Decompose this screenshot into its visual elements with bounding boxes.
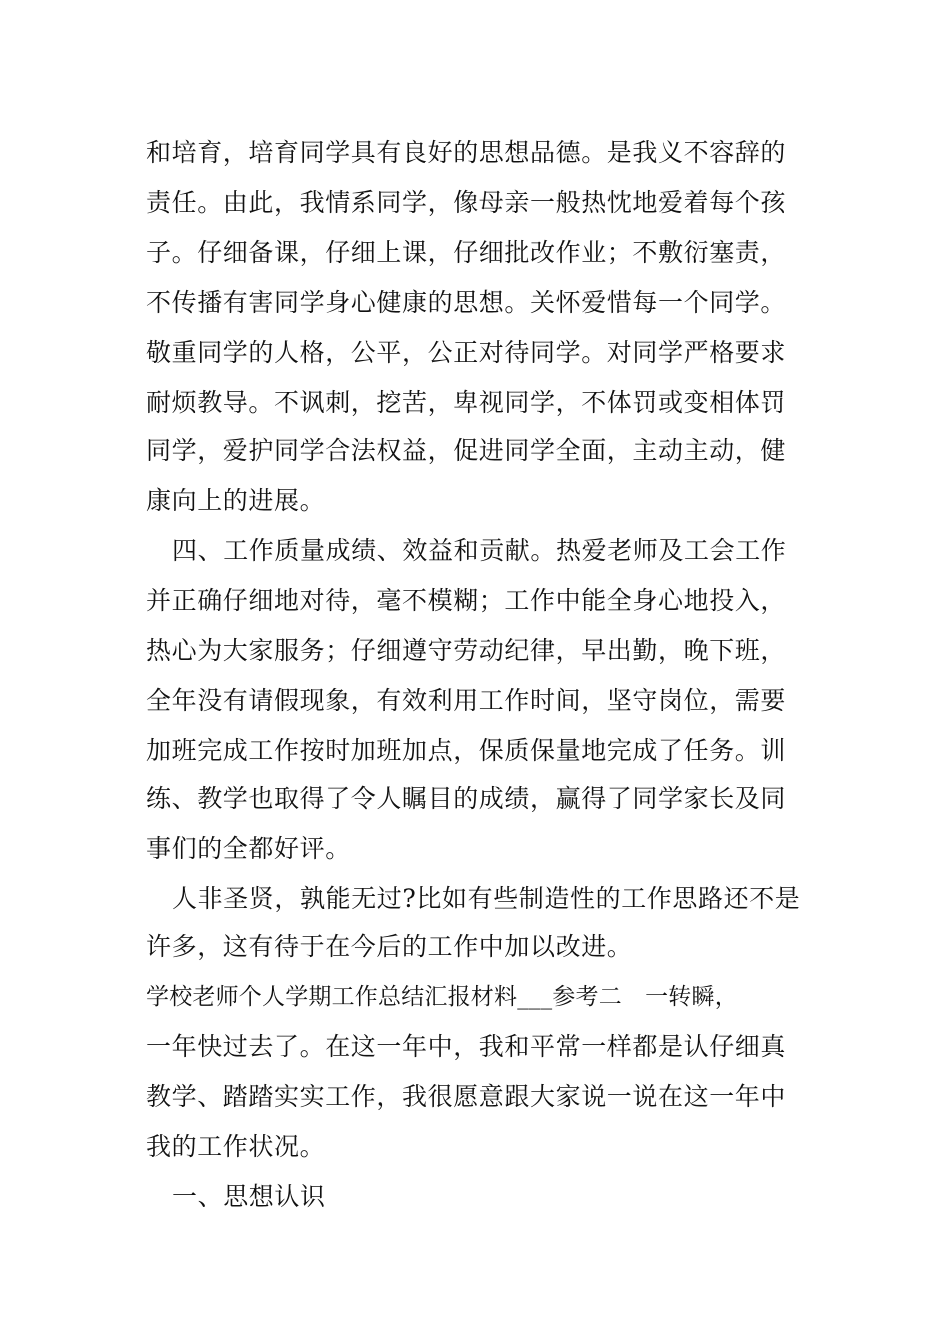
section-four-line: 四、工作质量成绩、效益和贡献。热爱老师及工会工作 <box>172 536 787 565</box>
paragraph-line: 热心为大家服务；仔细遵守劳动纪律，早出勤，晚下班， <box>146 636 787 665</box>
paragraph-line: 人非圣贤，孰能无过?比如有些制造性的工作思路还不是 <box>172 884 801 913</box>
paragraph-line: 并正确仔细地对待，毫不模糊；工作中能全身心地投入， <box>146 586 787 615</box>
paragraph-line: 一年快过去了。在这一年中，我和平常一样都是认仔细真 <box>146 1032 787 1061</box>
paragraph-line: 耐烦教导。不讽刺，挖苦，卑视同学，不体罚或变相体罚 <box>146 388 787 417</box>
paragraph-line: 全年没有请假现象，有效利用工作时间，坚守岗位，需要 <box>146 686 787 715</box>
paragraph-line: 许多，这有待于在今后的工作中加以改进。 <box>146 932 633 961</box>
paragraph-line: 康向上的进展。 <box>146 486 326 515</box>
paragraph-line: 加班完成工作按时加班加点，保质保量地完成了任务。训 <box>146 736 787 765</box>
paragraph-line: 不传播有害同学身心健康的思想。关怀爱惜每一个同学。 <box>146 288 787 317</box>
paragraph-line: 练、教学也取得了令人瞩目的成绩，赢得了同学家长及同 <box>146 784 787 813</box>
paragraph-line: 和培育，培育同学具有良好的思想品德。是我义不容辞的 <box>146 138 787 167</box>
paragraph-line: 敬重同学的人格，公平，公正对待同学。对同学严格要求 <box>146 338 787 367</box>
section-heading: 一、思想认识 <box>172 1182 326 1211</box>
paragraph-line: 责任。由此，我情系同学，像母亲一般热忱地爱着每个孩 <box>146 188 787 217</box>
paragraph-line: 事们的全都好评。 <box>146 834 351 863</box>
paragraph-line: 教学、踏踏实实工作，我很愿意跟大家说一说在这一年中 <box>146 1082 787 1111</box>
paragraph-line: 我的工作状况。 <box>146 1132 326 1161</box>
paragraph-line: 同学，爱护同学合法权益，促进同学全面，主动主动，健 <box>146 436 787 465</box>
paragraph-line: 子。仔细备课，仔细上课，仔细批改作业；不敷衍塞责， <box>146 238 787 267</box>
report-title-line: 学校老师个人学期工作总结汇报材料___参考二 一转瞬， <box>146 984 738 1010</box>
